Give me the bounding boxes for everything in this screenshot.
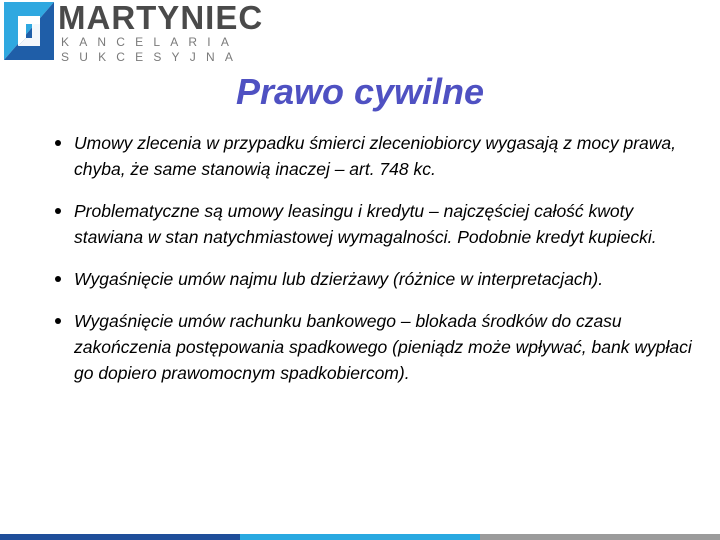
- bottom-bar-segment-dark-blue: [0, 534, 240, 540]
- bullet-dot-icon: [55, 276, 61, 282]
- logo-subtitle-line-2: SUKCESYJNA: [61, 50, 244, 64]
- company-logo: [4, 0, 264, 64]
- bullet-text: Wygaśnięcie umów rachunku bankowego – blokada środków do czasu zakończenia postępowania spadkowego (pieniądz może wpływać, bank wypłaci go dopiero prawomocnym spadkobiercom).: [74, 311, 692, 383]
- bullet-item: [46, 130, 696, 182]
- bullet-dot-icon: [55, 318, 61, 324]
- slide-title-container: [0, 70, 720, 114]
- bullet-dot-icon: [55, 140, 61, 146]
- bullet-item: [46, 198, 696, 250]
- logo-mark-icon: [4, 2, 54, 60]
- bullet-text: Problematyczne są umowy leasingu i kredytu – najczęściej całość kwoty stawiana w stan natychmiastowej wymagalności. Podobnie kredyt kupiecki.: [74, 201, 657, 247]
- bullet-list: [46, 130, 696, 402]
- bottom-bar-segment-light-blue: [240, 534, 480, 540]
- bullet-item: [46, 266, 696, 292]
- bullet-dot-icon: [55, 208, 61, 214]
- logo-subtitle-line-1: KANCELARIA: [61, 35, 240, 49]
- bottom-color-bar: [0, 534, 720, 540]
- bullet-text: Umowy zlecenia w przypadku śmierci zleceniobiorcy wygasają z mocy prawa, chyba, że same stanowią inaczej – art. 748 kc.: [74, 133, 677, 179]
- slide-title: Prawo cywilne: [235, 71, 485, 112]
- logo-company-name: MARTYNIEC: [58, 0, 264, 36]
- bullet-text: Wygaśnięcie umów najmu lub dzierżawy (różnice w interpretacjach).: [74, 269, 604, 289]
- bullet-item: [46, 308, 696, 386]
- bottom-bar-segment-gray: [480, 534, 720, 540]
